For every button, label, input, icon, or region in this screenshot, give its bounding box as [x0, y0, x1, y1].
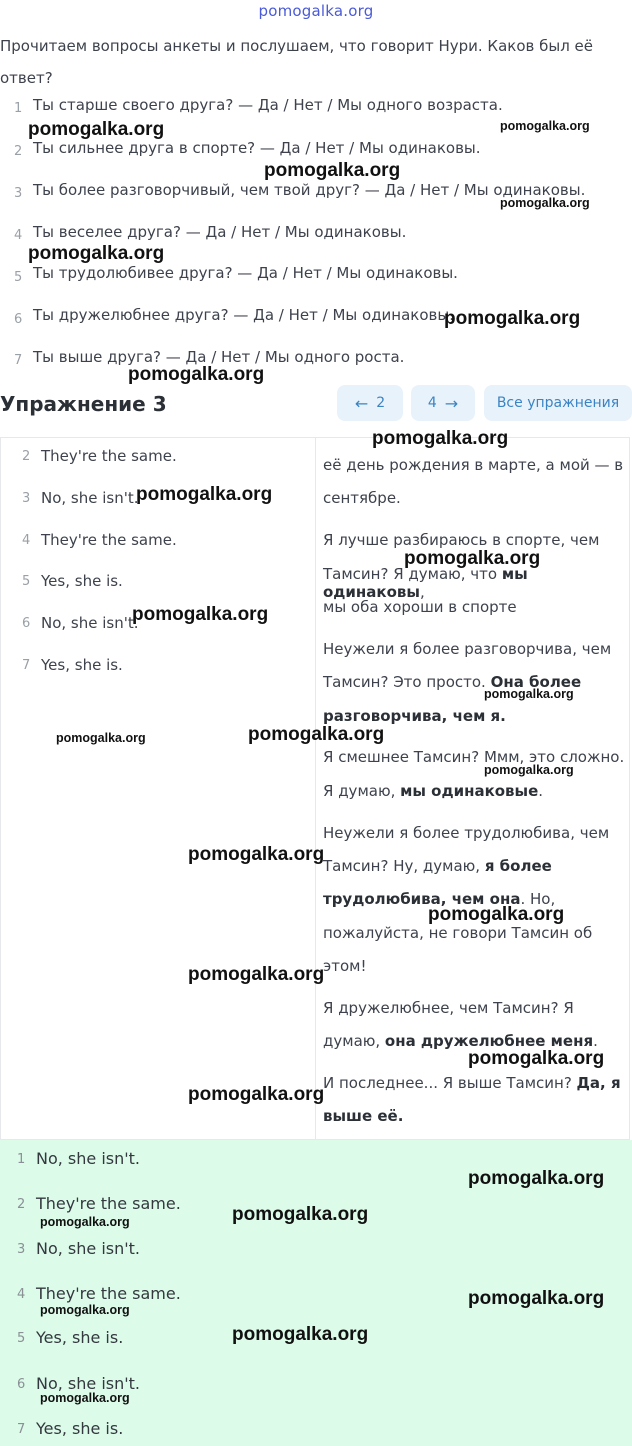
- watermark: pomogalka.org: [136, 484, 273, 505]
- transcript-answer: трудолюбива, чем она: [323, 890, 521, 908]
- watermark: pomogalka.org: [188, 844, 325, 865]
- question-text: Ты старше своего друга? — Да / Нет / Мы одного возраста.: [33, 96, 503, 114]
- question-item: [14, 308, 22, 327]
- question-text: Ты более разговорчивый, чем твой друг? — Да / Нет / Мы одинаковы.: [33, 181, 586, 199]
- transcript-line: сентябре.: [323, 489, 401, 507]
- prev-exercise-label: 2: [376, 395, 386, 411]
- watermark: pomogalka.org: [372, 428, 509, 449]
- watermark: pomogalka.org: [28, 119, 165, 140]
- answer-text: Yes, she is.: [41, 656, 123, 674]
- transcript-answer: Она более: [490, 673, 582, 691]
- watermark: pomogalka.org: [132, 604, 269, 625]
- transcript-line: [323, 782, 628, 800]
- answer-text: Yes, she is.: [41, 572, 123, 590]
- transcript-answer: она дружелюбнее меня: [384, 1032, 594, 1050]
- answer-text: They're the same.: [41, 531, 177, 549]
- watermark: pomogalka.org: [40, 1215, 130, 1229]
- watermark: pomogalka.org: [248, 724, 385, 745]
- question-text: Ты сильнее друга в спорте? — Да / Нет / Мы одинаковы.: [33, 139, 481, 157]
- watermark: pomogalka.org: [28, 243, 165, 264]
- question-item: [14, 140, 22, 159]
- transcript-fragment: . Но,: [520, 890, 556, 908]
- transcript-answer: выше её.: [323, 1107, 404, 1125]
- watermark: pomogalka.org: [468, 1048, 605, 1069]
- watermark: pomogalka.org: [484, 687, 574, 701]
- final-answer-number: 6: [17, 1377, 26, 1392]
- transcript-fragment: Тамсин? Это просто.: [323, 673, 491, 691]
- answer-number: 7: [22, 658, 31, 673]
- watermark: pomogalka.org: [188, 964, 325, 985]
- transcript-line: [323, 707, 628, 725]
- transcript-line: этом!: [323, 957, 367, 975]
- next-exercise-label: 4: [427, 395, 437, 411]
- transcript-fragment: Тамсин? Я думаю, что: [323, 565, 502, 583]
- question-number: 6: [14, 312, 23, 327]
- answer-text: They're the same.: [41, 447, 177, 465]
- watermark: pomogalka.org: [40, 1303, 130, 1317]
- answer-number: 2: [22, 449, 31, 464]
- transcript-line: Я лучше разбираюсь в спорте, чем: [323, 531, 600, 549]
- final-answer-text: No, she isn't.: [36, 1149, 141, 1168]
- answer-number: 4: [22, 533, 31, 548]
- watermark: pomogalka.org: [232, 1204, 369, 1225]
- watermark: pomogalka.org: [468, 1288, 605, 1309]
- final-answer-number: 5: [17, 1331, 26, 1346]
- transcript-answer: я более: [484, 857, 552, 875]
- all-exercises-button[interactable]: [484, 385, 632, 421]
- transcript-fragment: И последнее... Я выше Тамсин?: [323, 1074, 577, 1092]
- watermark: pomogalka.org: [428, 904, 565, 925]
- intro-line-1: Прочитаем вопросы анкеты и послушаем, что говорит Нури. Каков был её: [0, 37, 594, 55]
- watermark: pomogalka.org: [500, 119, 590, 133]
- transcript-line: [323, 565, 628, 601]
- watermark: pomogalka.org: [128, 364, 265, 385]
- question-number: 1: [14, 101, 23, 116]
- question-number: 3: [14, 186, 23, 201]
- transcript-fragment: ,: [419, 583, 425, 601]
- question-item: [14, 224, 22, 243]
- transcript-fragment: Я думаю,: [323, 782, 401, 800]
- question-text: Ты дружелюбнее друга? — Да / Нет / Мы одинаковы.: [33, 306, 454, 324]
- question-item: [14, 97, 22, 116]
- transcript-line: её день рождения в марте, а мой — в: [323, 456, 624, 474]
- exercise-title: Упражнение 3: [0, 392, 167, 416]
- question-item: [14, 266, 22, 285]
- question-number: 5: [14, 270, 23, 285]
- question-item: [14, 349, 22, 368]
- transcript-line: [323, 1074, 628, 1092]
- all-exercises-label: Все упражнения: [496, 395, 620, 411]
- answer-number: 6: [22, 616, 31, 631]
- watermark: pomogalka.org: [500, 196, 590, 210]
- top-watermark: pomogalka.org: [258, 2, 374, 20]
- question-number: 2: [14, 144, 23, 159]
- transcript-line: мы оба хороши в спорте: [323, 598, 517, 616]
- final-answer-number: 4: [17, 1287, 26, 1302]
- transcript-line: Я смешнее Тамсин? Ммм, это сложно.: [323, 748, 625, 766]
- watermark: pomogalka.org: [444, 308, 581, 329]
- transcript-line: Я дружелюбнее, чем Тамсин? Я: [323, 999, 574, 1017]
- question-number: 7: [14, 353, 23, 368]
- final-answer-text: They're the same.: [36, 1284, 181, 1303]
- watermark: pomogalka.org: [484, 763, 574, 777]
- final-answer-number: 7: [17, 1422, 26, 1437]
- final-answer-number: 3: [17, 1242, 26, 1257]
- transcript-line: пожалуйста, не говори Тамсин об: [323, 924, 593, 942]
- question-number: 4: [14, 228, 23, 243]
- final-answer-number: 2: [17, 1197, 26, 1212]
- answer-number: 3: [22, 491, 31, 506]
- arrow-right-icon: →: [444, 393, 459, 413]
- transcript-answer: мы одинаковые: [400, 782, 539, 800]
- answer-text: No, she isn't.: [41, 489, 139, 507]
- intro-line-2: ответ?: [0, 69, 53, 87]
- transcript-answer: Да, я: [576, 1074, 621, 1092]
- watermark: pomogalka.org: [404, 548, 541, 569]
- transcript-fragment: .: [593, 1032, 598, 1050]
- watermark: pomogalka.org: [188, 1084, 325, 1105]
- question-text: Ты веселее друга? — Да / Нет / Мы одинаковы.: [33, 223, 407, 241]
- final-answer-text: Yes, she is.: [36, 1328, 124, 1347]
- intro-text: [0, 30, 600, 94]
- transcript-line: [323, 673, 628, 691]
- watermark: pomogalka.org: [468, 1168, 605, 1189]
- arrow-left-icon: ←: [354, 393, 369, 413]
- final-answer-number: 1: [17, 1152, 26, 1167]
- final-answer-text: No, she isn't.: [36, 1239, 141, 1258]
- transcript-fragment: .: [538, 782, 544, 800]
- transcript-fragment: Тамсин? Ну, думаю,: [323, 857, 485, 875]
- final-answer-text: They're the same.: [36, 1194, 181, 1213]
- question-text: Ты выше друга? — Да / Нет / Мы одного роста.: [33, 348, 405, 366]
- next-exercise-button[interactable]: [411, 385, 475, 421]
- transcript-line: [323, 1107, 628, 1125]
- transcript-answer: мы одинаковы: [323, 565, 528, 601]
- question-item: [14, 182, 22, 201]
- watermark: pomogalka.org: [40, 1391, 130, 1405]
- answer-number: 5: [22, 574, 31, 589]
- answer-text: No, she isn't.: [41, 614, 139, 632]
- watermark: pomogalka.org: [56, 731, 146, 745]
- question-text: Ты трудолюбивее друга? — Да / Нет / Мы одинаковы.: [33, 264, 458, 282]
- transcript-fragment: думаю,: [323, 1032, 385, 1050]
- prev-exercise-button[interactable]: [337, 385, 403, 421]
- watermark: pomogalka.org: [232, 1324, 369, 1345]
- watermark: pomogalka.org: [264, 160, 401, 181]
- transcript-line: Неужели я более разговорчива, чем: [323, 640, 612, 658]
- final-answer-text: Yes, she is.: [36, 1419, 124, 1438]
- table-divider: [315, 437, 316, 1140]
- transcript-line: [323, 857, 628, 875]
- transcript-answer: разговорчива, чем я.: [323, 707, 506, 725]
- final-answer-text: No, she isn't.: [36, 1374, 141, 1393]
- transcript-line: Неужели я более трудолюбива, чем: [323, 824, 610, 842]
